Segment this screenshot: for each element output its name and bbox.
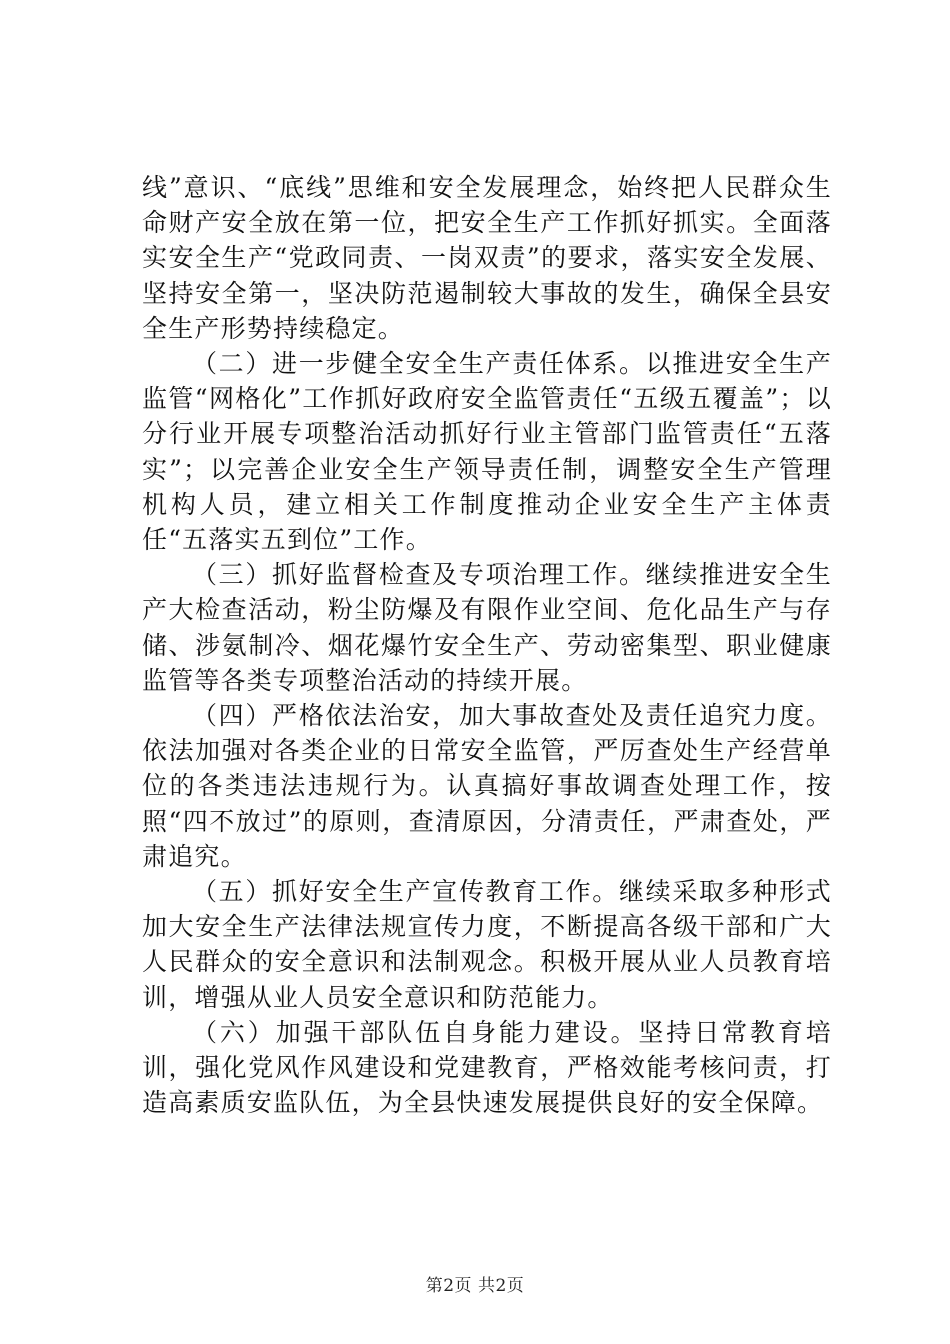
paragraph-responsibility-system: （二）进一步健全安全生产责任体系。以推进安全生产监管“网格化”工作抓好政府安全监管责任“五级五覆盖”；以分行业开展专项整治活动抓好行业主管部门监管责任“五落实”；以完善企业安全生产领导责任制，调整安全生产管理机构人员，建立相关工作制度推动企业安全生产主体责任“五落实五到位”工作。: [142, 349, 832, 555]
document-body: [142, 170, 832, 1120]
paragraph-publicity-education: （五）抓好安全生产宣传教育工作。继续采取多种形式加大安全生产法律法规宣传力度，不断提高各级干部和广大人民群众的安全意识和法制观念。积极开展从业人员教育培训，增强从业人员安全意识和防范能力。: [142, 877, 832, 1012]
page-number-footer: 第2页 共2页: [425, 1276, 525, 1296]
paragraph-law-enforcement: （四）严格依法治安，加大事故查处及责任追究力度。依法加强对各类企业的日常安全监管，严厉查处生产经营单位的各类违法违规行为。认真搞好事故调查处理工作，按照“四不放过”的原则，查清原因，分清责任，严肃查处，严肃追究。: [142, 701, 832, 871]
paragraph-team-building: （六）加强干部队伍自身能力建设。坚持日常教育培训，强化党风作风建设和党建教育，严格效能考核问责，打造高素质安监队伍，为全县快速发展提供良好的安全保障。: [142, 1017, 832, 1118]
paragraph-inspection: （三）抓好监督检查及专项治理工作。继续推进安全生产大检查活动，粉尘防爆及有限作业空间、危化品生产与存储、涉氨制冷、烟花爆竹安全生产、劳动密集型、职业健康监管等各类专项整治活动的持续开展。: [142, 560, 832, 695]
paragraph-continuation: 线”意识、“底线”思维和安全发展理念，始终把人民群众生命财产安全放在第一位，把安全生产工作抓好抓实。全面落实安全生产“党政同责、一岗双责”的要求，落实安全发展、坚持安全第一，坚决防范遏制较大事故的发生，确保全县安全生产形势持续稳定。: [142, 173, 832, 343]
